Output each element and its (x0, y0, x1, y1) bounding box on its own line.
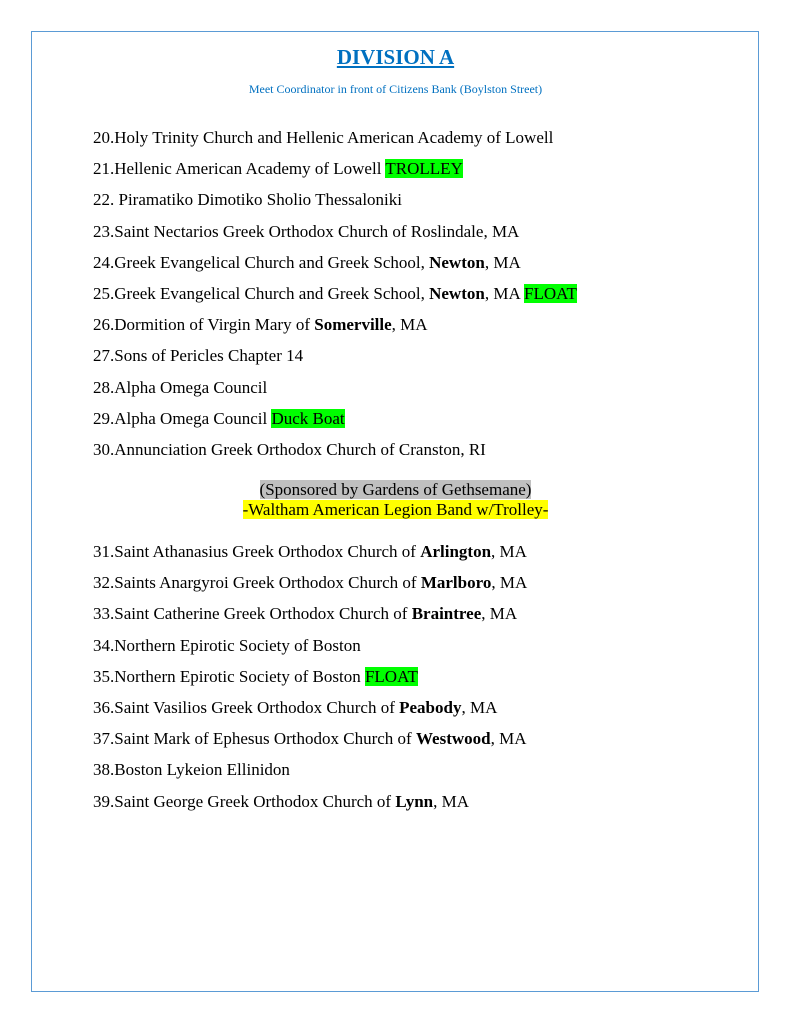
duck-boat-tag: Duck Boat (271, 408, 345, 428)
list-item: 36.Saint Vasilios Greek Orthodox Church of Peabody, MA (93, 697, 498, 717)
list-item: 23.Saint Nectarios Greek Orthodox Church of Roslindale, MA (93, 221, 520, 241)
list-item: 38.Boston Lykeion Ellinidon (93, 760, 290, 780)
list-item: 29.Alpha Omega Council Duck Boat (93, 408, 345, 428)
sponsor-block (0, 480, 791, 520)
list-item: 39.Saint George Greek Orthodox Church of Lynn, MA (93, 791, 470, 811)
page-subtitle: Meet Coordinator in front of Citizens Bank (Boylston Street) (248, 82, 543, 96)
list-item: 24.Greek Evangelical Church and Greek School, Newton, MA (93, 252, 521, 272)
trolley-tag: TROLLEY (385, 159, 463, 179)
list-item: 31.Saint Athanasius Greek Orthodox Church of Arlington, MA (93, 542, 527, 561)
band-note: -Waltham American Legion Band w/Trolley- (242, 500, 549, 519)
list-item: 21.Hellenic American Academy of Lowell TROLLEY (93, 159, 463, 179)
list-item: 22. Piramatiko Dimotiko Sholio Thessaloniki (93, 190, 402, 210)
lineup-list-2 (93, 542, 527, 823)
list-item: 35.Northern Epirotic Society of Boston FLOAT (93, 666, 418, 686)
float-tag: FLOAT (364, 666, 418, 686)
list-item: 20.Holy Trinity Church and Hellenic American Academy of Lowell (93, 128, 554, 147)
list-item: 33.Saint Catherine Greek Orthodox Church of Braintree, MA (93, 604, 518, 624)
list-item: 27.Sons of Pericles Chapter 14 (93, 346, 304, 366)
list-item: 25.Greek Evangelical Church and Greek School, Newton, MA FLOAT (93, 283, 577, 303)
list-item: 30.Annunciation Greek Orthodox Church of Cranston, RI (93, 439, 486, 459)
lineup-list-1 (93, 128, 577, 471)
float-tag: FLOAT (524, 283, 577, 303)
list-item: 32.Saints Anargyroi Greek Orthodox Church of Marlboro, MA (93, 573, 528, 593)
page-title: DIVISION A (336, 45, 455, 69)
sponsor-note: (Sponsored by Gardens of Gethsemane) (259, 480, 532, 499)
list-item: 34.Northern Epirotic Society of Boston (93, 635, 361, 655)
list-item: 28.Alpha Omega Council (93, 377, 268, 397)
list-item: 26.Dormition of Virgin Mary of Somerville, MA (93, 315, 428, 335)
list-item: 37.Saint Mark of Ephesus Orthodox Church of Westwood, MA (93, 729, 527, 749)
